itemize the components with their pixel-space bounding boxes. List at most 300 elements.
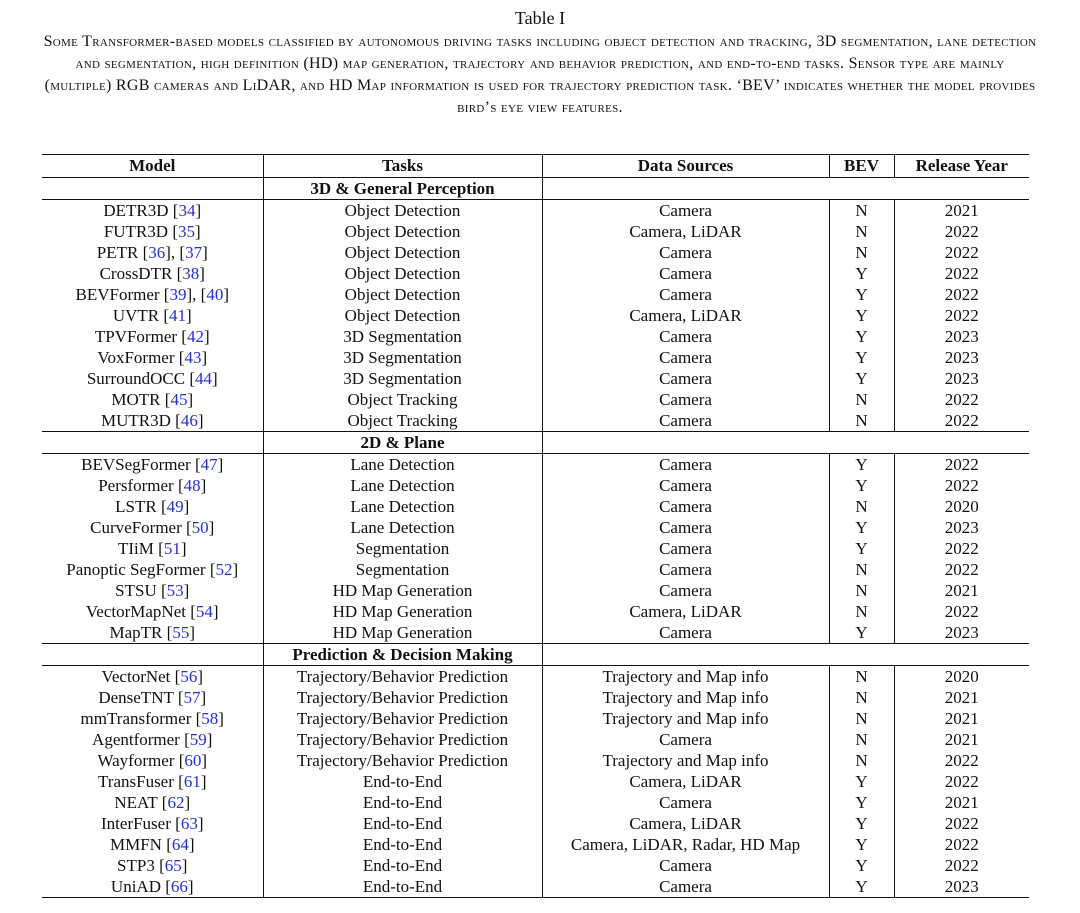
section-spacer-cell [542, 644, 1029, 666]
ref-bracket-open: [ [172, 200, 179, 220]
release-year-cell: 2021 [944, 792, 979, 812]
citation-link[interactable]: 46 [180, 410, 198, 430]
release-year-cell: 2022 [944, 305, 979, 325]
citation-link[interactable]: 53 [166, 580, 184, 600]
task-cell: HD Map Generation [263, 601, 542, 622]
task-cell: Object Detection [263, 284, 542, 305]
model-cell [42, 771, 263, 792]
table-row [42, 242, 1029, 263]
bev-cell: N [829, 242, 894, 263]
release-year-cell: 2022 [944, 389, 979, 409]
table-row [42, 559, 1029, 580]
citation-link[interactable]: 56 [180, 666, 198, 686]
model-name: BEVSegFormer [81, 454, 195, 474]
data-source-cell: Camera [542, 242, 829, 263]
section-spacer-cell [542, 178, 1029, 200]
ref-bracket-open: [ [158, 538, 164, 558]
table-row [42, 729, 1029, 750]
data-source-cell: Camera [542, 347, 829, 368]
table-row [42, 410, 1029, 432]
ref-bracket-close: ] [232, 559, 239, 579]
model-name: DETR3D [103, 200, 173, 220]
bev-cell: Y [829, 454, 894, 476]
data-source-cell: Camera [542, 389, 829, 410]
model-cell [42, 496, 263, 517]
ref-bracket-close: ] [199, 263, 205, 283]
task-cell: End-to-End [263, 855, 542, 876]
data-source-cell: Camera [542, 517, 829, 538]
bev-cell: Y [829, 263, 894, 284]
ref-bracket-close: ] [180, 538, 187, 558]
model-cell [42, 284, 263, 305]
citation-link[interactable]: 51 [163, 538, 181, 558]
section-header-row [42, 644, 1029, 666]
citation-link[interactable]: 66 [170, 876, 188, 896]
table-row [42, 855, 1029, 876]
bev-cell: N [829, 200, 894, 222]
ref-bracket-close: ] [203, 326, 210, 346]
model-name: STP3 [117, 855, 160, 875]
ref-bracket-open: [ [177, 687, 184, 707]
release-year-cell: 2023 [944, 368, 979, 388]
task-cell: End-to-End [263, 834, 542, 855]
ref-separator: , [192, 284, 201, 304]
bev-cell: N [829, 496, 894, 517]
ref-bracket-close: ] [211, 368, 218, 388]
model-cell [42, 687, 263, 708]
ref-bracket-open: [ [179, 242, 186, 262]
release-year-cell: 2023 [894, 876, 1029, 898]
model-name: STSU [115, 580, 161, 600]
table-caption: Some Transformer-based models classified by autonomous driving tasks including object detection and tracking, 3D segmentation, lane detection and segmentation, high definition (HD) map generation, trajectory and behavior prediction, and end-to-end tasks. Sensor type are mainly (multiple) RGB cameras and LiDAR, and HD Map information is used for trajectory prediction task. ‘BEV’ indicates whether the model provides bird’s eye view features. [43, 33, 1037, 116]
model-name: UniAD [110, 876, 166, 896]
model-name: MapTR [109, 622, 167, 642]
section-spacer-cell [42, 178, 263, 200]
data-source-cell: Camera [542, 475, 829, 496]
citation-link[interactable]: 58 [201, 708, 219, 728]
task-cell: 3D Segmentation [263, 347, 542, 368]
table-row [42, 517, 1029, 538]
model-name: TPVFormer [94, 326, 182, 346]
ref-bracket-open: [ [209, 559, 216, 579]
citation-link[interactable]: 60 [184, 750, 202, 770]
ref-bracket-open: [ [178, 771, 184, 791]
citation-link[interactable]: 57 [183, 687, 201, 707]
citation-link[interactable]: 35 [177, 221, 195, 241]
task-cell: 3D Segmentation [263, 326, 542, 347]
model-name: mmTransformer [80, 708, 196, 728]
ref-bracket-close: ] [194, 221, 201, 241]
bev-cell: N [829, 708, 894, 729]
task-cell: End-to-End [263, 813, 542, 834]
model-name: VectorNet [101, 666, 175, 686]
citation-link[interactable]: 65 [164, 855, 182, 875]
citation-link[interactable]: 47 [200, 454, 218, 474]
release-year-cell: 2022 [944, 855, 979, 875]
bev-cell: Y [829, 284, 894, 305]
data-source-cell: Camera [542, 538, 829, 559]
model-name: Panoptic SegFormer [66, 559, 210, 579]
citation-link[interactable]: 48 [183, 475, 201, 495]
ref-bracket-open: [ [161, 792, 168, 812]
data-source-cell: Camera [542, 580, 829, 601]
model-name: Persformer [98, 475, 178, 495]
model-cell [42, 601, 263, 622]
ref-bracket-open: [ [165, 876, 171, 896]
data-source-cell: Camera [542, 368, 829, 389]
bev-cell: N [829, 580, 894, 601]
task-cell: Object Detection [263, 305, 542, 326]
ref-bracket-close: ] [183, 496, 190, 516]
section-title: 3D & General Perception [263, 178, 542, 200]
task-cell: Object Tracking [263, 389, 542, 410]
release-year-cell: 2022 [944, 284, 979, 304]
citation-link[interactable]: 40 [206, 284, 224, 304]
release-year-cell: 2022 [944, 221, 979, 241]
model-cell [42, 326, 263, 347]
data-source-cell: Camera [542, 876, 829, 898]
citation-link[interactable]: 36 [148, 242, 166, 262]
data-source-cell: Camera [542, 792, 829, 813]
section-spacer-cell [542, 432, 1029, 454]
section-spacer-cell [42, 432, 263, 454]
bev-cell: Y [829, 347, 894, 368]
data-source-cell: Camera [542, 200, 829, 222]
task-cell: Object Detection [263, 221, 542, 242]
data-source-cell: Trajectory and Map info [542, 666, 829, 688]
citation-link[interactable]: 61 [183, 771, 201, 791]
table-body [42, 178, 1029, 898]
section-title: Prediction & Decision Making [263, 644, 542, 666]
model-cell [42, 368, 263, 389]
model-cell [42, 750, 263, 771]
task-cell: Object Detection [263, 200, 542, 222]
model-name: UVTR [112, 305, 164, 325]
model-cell [42, 305, 263, 326]
ref-bracket-open: [ [142, 242, 149, 262]
table-row [42, 813, 1029, 834]
task-cell: Trajectory/Behavior Prediction [263, 687, 542, 708]
task-cell: HD Map Generation [263, 622, 542, 644]
table-row [42, 580, 1029, 601]
table-row [42, 221, 1029, 242]
model-cell [42, 876, 263, 898]
column-header-bev: BEV [829, 155, 894, 178]
data-source-cell: Trajectory and Map info [542, 750, 829, 771]
task-cell: Object Tracking [263, 410, 542, 432]
data-source-cell: Camera, LiDAR [542, 221, 829, 242]
table-row [42, 496, 1029, 517]
ref-bracket-open: [ [176, 263, 183, 283]
table-row [42, 284, 1029, 305]
citation-link[interactable]: 49 [166, 496, 184, 516]
bev-cell: Y [829, 305, 894, 326]
bev-cell: Y [829, 475, 894, 496]
task-cell: Lane Detection [263, 475, 542, 496]
table-title: Table I [514, 8, 566, 28]
data-source-cell: Camera, LiDAR, Radar, HD Map [542, 834, 829, 855]
task-cell: HD Map Generation [263, 580, 542, 601]
release-year-cell: 2022 [944, 601, 979, 621]
ref-bracket-open: [ [178, 750, 185, 770]
ref-bracket-open: [ [190, 601, 196, 621]
model-name: MOTR [111, 389, 165, 409]
model-name: InterFuser [101, 813, 176, 833]
bev-cell: N [829, 729, 894, 750]
model-cell [42, 263, 263, 284]
task-cell: Object Detection [263, 263, 542, 284]
release-year-cell: 2022 [944, 559, 979, 579]
task-cell: Segmentation [263, 538, 542, 559]
table-header-row [42, 155, 1029, 178]
citation-link[interactable]: 63 [180, 813, 198, 833]
table-row [42, 347, 1029, 368]
model-name: NEAT [114, 792, 162, 812]
data-source-cell: Camera [542, 496, 829, 517]
model-cell [42, 729, 263, 750]
ref-bracket-close: ] [212, 601, 219, 621]
section-header-row [42, 432, 1029, 454]
bev-cell: Y [829, 792, 894, 813]
release-year-cell: 2021 [944, 200, 979, 220]
citation-link[interactable]: 39 [169, 284, 187, 304]
data-source-cell: Camera [542, 326, 829, 347]
task-cell: End-to-End [263, 876, 542, 898]
models-table [42, 154, 1029, 898]
release-year-cell: 2022 [944, 834, 979, 854]
ref-bracket-close: ] [201, 347, 208, 367]
task-cell: Trajectory/Behavior Prediction [263, 750, 542, 771]
data-source-cell: Camera [542, 855, 829, 876]
release-year-cell: 2020 [944, 496, 979, 516]
data-source-cell: Trajectory and Map info [542, 687, 829, 708]
table-row [42, 708, 1029, 729]
ref-bracket-close: ] [200, 687, 207, 707]
data-source-cell: Trajectory and Map info [542, 708, 829, 729]
table-row [42, 834, 1029, 855]
model-cell [42, 517, 263, 538]
bev-cell: N [829, 389, 894, 410]
citation-link[interactable]: 54 [195, 601, 213, 621]
data-source-cell: Camera [542, 729, 829, 750]
model-cell [42, 221, 263, 242]
release-year-cell: 2022 [944, 263, 979, 283]
ref-bracket-open: [ [175, 410, 181, 430]
citation-link[interactable]: 64 [171, 834, 189, 854]
model-name: Agentformer [92, 729, 185, 749]
bev-cell: N [829, 601, 894, 622]
data-source-cell: Camera, LiDAR [542, 813, 829, 834]
table-row [42, 326, 1029, 347]
task-cell: End-to-End [263, 771, 542, 792]
ref-bracket-open: [ [160, 580, 167, 600]
ref-bracket-open: [ [184, 729, 190, 749]
ref-bracket-close: ] [197, 813, 204, 833]
model-cell [42, 410, 263, 432]
model-name: TIiM [118, 538, 159, 558]
ref-bracket-close: ] [208, 517, 215, 537]
bev-cell: Y [829, 813, 894, 834]
table-row [42, 622, 1029, 644]
bev-cell: Y [829, 771, 894, 792]
ref-separator: , [170, 242, 180, 262]
release-year-cell: 2020 [944, 666, 979, 686]
table-row [42, 368, 1029, 389]
model-cell [42, 855, 263, 876]
ref-bracket-close: ] [187, 389, 194, 409]
model-cell [42, 622, 263, 644]
data-source-cell: Camera [542, 284, 829, 305]
citation-link[interactable]: 43 [184, 347, 202, 367]
section-title: 2D & Plane [263, 432, 542, 454]
ref-bracket-open: [ [175, 813, 181, 833]
release-year-cell: 2021 [944, 708, 979, 728]
ref-bracket-close: ] [223, 284, 229, 304]
bev-cell: N [829, 410, 894, 432]
bev-cell: N [829, 750, 894, 771]
ref-bracket-open: [ [160, 496, 167, 516]
model-name: BEVFormer [75, 284, 164, 304]
model-name: CurveFormer [90, 517, 186, 537]
ref-bracket-open: [ [166, 834, 172, 854]
task-cell: Object Detection [263, 242, 542, 263]
ref-bracket-close: ] [197, 666, 203, 686]
data-source-cell: Camera, LiDAR [542, 771, 829, 792]
data-source-cell: Camera, LiDAR [542, 305, 829, 326]
ref-bracket-close: ] [218, 708, 224, 728]
column-header-tasks: Tasks [263, 155, 542, 178]
ref-bracket-open: [ [186, 517, 192, 537]
citation-link[interactable]: 34 [178, 200, 196, 220]
ref-bracket-close: ] [165, 242, 171, 262]
release-year-cell: 2021 [944, 729, 979, 749]
release-year-cell: 2022 [944, 475, 979, 495]
ref-bracket-close: ] [186, 305, 192, 325]
task-cell: Segmentation [263, 559, 542, 580]
bev-cell: Y [829, 855, 894, 876]
task-cell: Lane Detection [263, 517, 542, 538]
release-year-cell: 2022 [944, 410, 979, 430]
table-row [42, 389, 1029, 410]
table-row [42, 750, 1029, 771]
model-name: MMFN [109, 834, 167, 854]
citation-link[interactable]: 41 [169, 305, 187, 325]
citation-link[interactable]: 50 [191, 517, 209, 537]
model-name: PETR [96, 242, 143, 262]
ref-bracket-open: [ [159, 855, 165, 875]
release-year-cell: 2022 [944, 538, 979, 558]
ref-bracket-close: ] [187, 876, 194, 896]
bev-cell: Y [829, 622, 894, 644]
task-cell: Lane Detection [263, 496, 542, 517]
ref-bracket-close: ] [206, 729, 213, 749]
column-header-data-sources: Data Sources [542, 155, 829, 178]
ref-bracket-open: [ [166, 622, 173, 642]
bev-cell: Y [829, 538, 894, 559]
bev-cell: Y [829, 834, 894, 855]
table-row [42, 305, 1029, 326]
citation-link[interactable]: 44 [194, 368, 212, 388]
citation-link[interactable]: 59 [189, 729, 207, 749]
release-year-cell: 2023 [944, 347, 979, 367]
ref-bracket-close: ] [181, 855, 188, 875]
task-cell: Trajectory/Behavior Prediction [263, 666, 542, 688]
model-cell [42, 666, 263, 688]
ref-bracket-close: ] [189, 622, 195, 642]
release-year-cell: 2022 [944, 771, 979, 791]
table-row [42, 666, 1029, 688]
model-name: VoxFormer [97, 347, 179, 367]
table-row [42, 771, 1029, 792]
citation-link[interactable]: 38 [182, 263, 200, 283]
release-year-cell: 2023 [944, 517, 979, 537]
model-name: LSTR [115, 496, 161, 516]
ref-bracket-close: ] [197, 410, 204, 430]
bev-cell: N [829, 687, 894, 708]
data-source-cell: Camera [542, 622, 829, 644]
ref-bracket-open: [ [164, 389, 171, 409]
ref-bracket-close: ] [188, 834, 195, 854]
bev-cell: Y [829, 368, 894, 389]
data-source-cell: Camera [542, 410, 829, 432]
citation-link[interactable]: 42 [186, 326, 204, 346]
bev-cell: Y [829, 326, 894, 347]
citation-link[interactable]: 52 [215, 559, 233, 579]
table-row [42, 792, 1029, 813]
ref-bracket-open: [ [163, 305, 170, 325]
citation-link[interactable]: 45 [170, 389, 188, 409]
column-header-model: Model [42, 155, 263, 178]
release-year-cell: 2021 [944, 687, 979, 707]
ref-bracket-open: [ [177, 475, 184, 495]
release-year-cell: 2023 [944, 326, 979, 346]
ref-bracket-open: [ [189, 368, 195, 388]
model-name: SurroundOCC [86, 368, 190, 388]
ref-bracket-open: [ [174, 666, 181, 686]
model-cell [42, 347, 263, 368]
bev-cell: Y [829, 876, 894, 898]
ref-bracket-close: ] [183, 580, 190, 600]
bev-cell: N [829, 666, 894, 688]
column-header-release-year: Release Year [894, 155, 1029, 178]
model-cell [42, 708, 263, 729]
release-year-cell: 2022 [944, 750, 979, 770]
data-source-cell: Camera, LiDAR [542, 601, 829, 622]
data-source-cell: Camera [542, 263, 829, 284]
table-row [42, 876, 1029, 898]
citation-link[interactable]: 37 [185, 242, 203, 262]
citation-link[interactable]: 55 [172, 622, 190, 642]
model-name: MUTR3D [101, 410, 176, 430]
model-cell [42, 389, 263, 410]
bev-cell: Y [829, 517, 894, 538]
ref-bracket-close: ] [186, 284, 193, 304]
task-cell: Lane Detection [263, 454, 542, 476]
task-cell: 3D Segmentation [263, 368, 542, 389]
model-cell [42, 200, 263, 222]
data-source-cell: Camera [542, 454, 829, 476]
section-header-row [42, 178, 1029, 200]
ref-bracket-close: ] [217, 454, 224, 474]
citation-link[interactable]: 62 [167, 792, 185, 812]
model-cell [42, 834, 263, 855]
model-cell [42, 559, 263, 580]
table-row [42, 263, 1029, 284]
model-cell [42, 538, 263, 559]
table-row [42, 687, 1029, 708]
ref-bracket-close: ] [200, 771, 207, 791]
ref-bracket-close: ] [202, 242, 208, 262]
